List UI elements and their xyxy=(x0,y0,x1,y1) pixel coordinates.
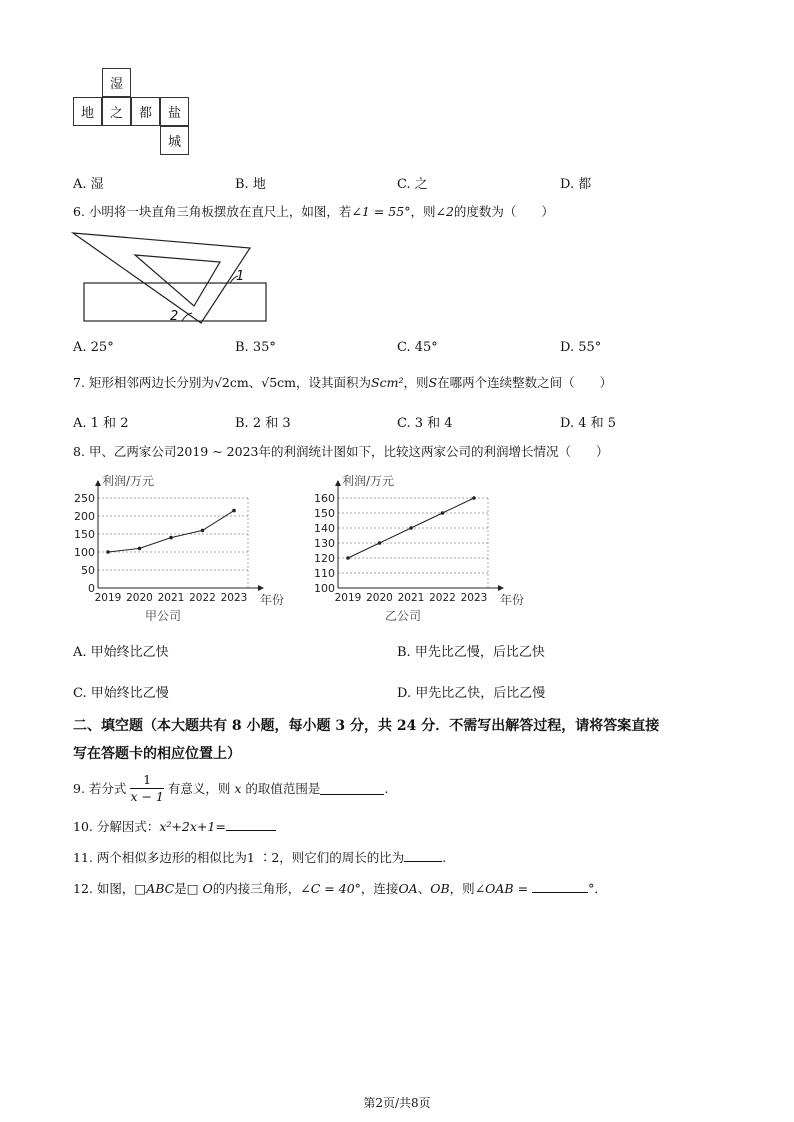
q9-stem-c: 的取值范围是 xyxy=(245,780,321,796)
q8-stem xyxy=(73,444,609,460)
q9-fraction xyxy=(130,772,163,805)
q11-stem-a: 两个相似多边形的相似比为 xyxy=(96,850,247,865)
q5-option-d[interactable]: D. 都 xyxy=(560,177,592,192)
q6-option-c[interactable]: C. 45° xyxy=(397,340,438,355)
q12-stem-e: ，则 xyxy=(449,881,475,896)
q5-option-a[interactable]: A. 湿 xyxy=(73,177,104,192)
q8-option-d[interactable]: D. 甲先比乙快，后比乙慢 xyxy=(397,686,546,701)
x-axis-arrow xyxy=(258,585,264,591)
q6-stem xyxy=(73,204,554,220)
q8-option-c[interactable]: C. 甲始终比乙慢 xyxy=(73,686,169,701)
q7-area: Scm² xyxy=(371,375,404,390)
net-cell-2: 之 xyxy=(102,97,131,126)
x-tick-label-2022: 2022 xyxy=(189,592,216,604)
data-point-2022 xyxy=(201,529,205,533)
y-tick-label-50: 50 xyxy=(81,564,95,577)
data-point-2023 xyxy=(472,496,476,500)
q12-answer-blank[interactable] xyxy=(532,880,588,893)
q6-option-d[interactable]: D. 55° xyxy=(560,340,602,355)
q11-number: 11. xyxy=(73,850,93,865)
data-point-2019 xyxy=(346,556,350,560)
q6-number: 6. xyxy=(73,204,85,219)
y-tick-label-140: 140 xyxy=(314,522,335,535)
y-tick-label-150: 150 xyxy=(314,507,335,520)
y-axis-arrow xyxy=(335,480,341,486)
q8-number: 8. xyxy=(73,444,85,459)
x-axis-title: 年份 xyxy=(260,593,285,607)
x-tick-label-2023: 2023 xyxy=(220,592,248,604)
data-point-2021 xyxy=(169,536,173,540)
q9-number: 9. xyxy=(73,780,85,796)
data-point-2020 xyxy=(138,547,142,551)
q9-numerator: 1 xyxy=(130,772,163,789)
q10-expr: x²+2x+1= xyxy=(159,819,226,834)
q12-angle-oab: ∠OAB = xyxy=(474,881,529,896)
q7-option-d[interactable]: D. 4 和 5 xyxy=(560,416,617,431)
q7-option-b[interactable]: B. 2 和 3 xyxy=(235,416,291,431)
q6-stem-b: ，则 xyxy=(410,204,436,219)
q10-answer-blank[interactable] xyxy=(226,818,276,831)
q9-stem xyxy=(73,772,388,805)
q5-option-b[interactable]: B. 地 xyxy=(235,177,266,192)
x-tick-label-2021: 2021 xyxy=(397,592,425,604)
q12-ob: OB xyxy=(430,881,450,896)
q12-stem-c: 的内接三角形， xyxy=(212,881,301,896)
angle2-arc xyxy=(182,313,192,321)
net-cell-4: 盐 xyxy=(160,97,189,126)
q12-sep: 、 xyxy=(417,881,431,896)
x-tick-label-2019: 2019 xyxy=(334,592,362,604)
q7-stem-a: 矩形相邻两边长分别为 xyxy=(88,375,214,390)
x-axis-title: 年份 xyxy=(500,593,525,607)
angle2-label: 2 xyxy=(170,309,179,324)
q9-x: x xyxy=(234,780,242,796)
q12-end: °． xyxy=(588,881,607,896)
q10-number: 10. xyxy=(73,819,93,834)
page-footer: 第2页/共8页 xyxy=(363,1096,431,1110)
y-tick-label-0: 0 xyxy=(88,582,95,595)
q6-stem-c: 的度数为（ ） xyxy=(453,204,554,219)
x-axis-arrow xyxy=(498,585,504,591)
data-point-2019 xyxy=(106,550,110,554)
data-point-2021 xyxy=(409,526,413,530)
y-tick-label-100: 100 xyxy=(314,582,335,595)
net-cell-bottom: 城 xyxy=(160,126,189,155)
y-tick-label-200: 200 xyxy=(74,510,95,523)
section2-heading-line2: 写在答题卡的相应位置上） xyxy=(73,746,241,762)
q6-angle2: ∠2 xyxy=(435,204,454,219)
q10-stem-a: 分解因式： xyxy=(96,819,160,834)
y-tick-label-160: 160 xyxy=(314,492,335,505)
q12-stem-d: ，连接 xyxy=(360,881,399,896)
q7-option-a[interactable]: A. 1 和 2 xyxy=(73,416,129,431)
q7-stem-b: ，设其面积为 xyxy=(296,375,372,390)
y-tick-label-110: 110 xyxy=(314,567,335,580)
q7-s: S xyxy=(428,375,438,390)
x-tick-label-2019: 2019 xyxy=(94,592,122,604)
q8-stem-a: 甲、乙两家公司 xyxy=(88,444,177,459)
x-tick-label-2020: 2020 xyxy=(366,592,393,604)
x-tick-label-2021: 2021 xyxy=(157,592,185,604)
q6-option-a[interactable]: A. 25° xyxy=(73,340,114,355)
x-tick-label-2022: 2022 xyxy=(429,592,456,604)
angle1-label: 1 xyxy=(236,269,245,284)
q7-option-c[interactable]: C. 3 和 4 xyxy=(397,416,453,431)
y-tick-label-100: 100 xyxy=(74,546,95,559)
q12-stem-b: 是 xyxy=(174,881,187,896)
q10-stem xyxy=(73,818,276,835)
q7-stem xyxy=(73,375,612,391)
y-tick-label-130: 130 xyxy=(314,537,335,550)
q12-circle: □ O xyxy=(186,881,213,896)
q11-stem-b: ，则它们的周长的比为 xyxy=(279,850,405,865)
q11-answer-blank[interactable] xyxy=(404,849,442,862)
triangle-inner xyxy=(135,255,220,306)
chart-caption: 乙公司 xyxy=(384,609,422,623)
q7-side2: √5cm xyxy=(261,375,297,390)
y-axis-title: 利润/万元 xyxy=(342,474,395,488)
net-cell-1: 地 xyxy=(73,97,102,126)
q7-stem-d: 在哪两个连续整数之间（ ） xyxy=(437,375,613,390)
q7-stem-c: ，则 xyxy=(403,375,429,390)
q7-number: 7. xyxy=(73,375,85,390)
triangle-ruler-figure xyxy=(70,228,280,328)
y-tick-label-150: 150 xyxy=(74,528,95,541)
data-point-2023 xyxy=(232,509,236,513)
data-point-2022 xyxy=(441,511,445,515)
q12-oa: OA xyxy=(398,881,418,896)
q7-side1: √2cm xyxy=(213,375,249,390)
q9-denominator: x − 1 xyxy=(130,789,164,804)
q8-option-b[interactable]: B. 甲先比乙慢，后比乙快 xyxy=(397,645,545,660)
q9-stem-a: 若分式 xyxy=(88,780,127,796)
net-cell-3: 都 xyxy=(131,97,160,126)
q6-angle1: ∠1 = 55° xyxy=(351,204,411,219)
q6-stem-a: 小明将一块直角三角板摆放在直尺上，如图，若 xyxy=(88,204,352,219)
y-tick-label-120: 120 xyxy=(314,552,335,565)
y-axis-title: 利润/万元 xyxy=(102,474,155,488)
chart-company-jia xyxy=(60,470,290,630)
q9-answer-blank[interactable] xyxy=(320,782,384,795)
data-point-2020 xyxy=(378,541,382,545)
q6-option-b[interactable]: B. 35° xyxy=(235,340,276,355)
q12-stem xyxy=(73,880,607,897)
q9-stem-b: 有意义，则 xyxy=(167,780,231,796)
q8-option-a[interactable]: A. 甲始终比乙快 xyxy=(73,645,169,660)
y-tick-label-250: 250 xyxy=(74,492,95,505)
q12-angle-c: ∠C = 40° xyxy=(300,881,361,896)
q11-stem xyxy=(73,849,446,866)
q8-stem-b: 年的利润统计图如下，比较这两家公司的利润增长情况（ ） xyxy=(258,444,609,459)
series-line xyxy=(108,511,234,552)
section2-heading-line1: 二、填空题（本大题共有 8 小题，每小题 3 分，共 24 分．不需写出解答过程，请将答案直接 xyxy=(73,718,660,734)
q12-triangle: □ABC xyxy=(134,881,175,896)
q8-years: 2019 ~ 2023 xyxy=(176,444,259,459)
y-axis-arrow xyxy=(95,480,101,486)
q7-sep: 、 xyxy=(248,375,262,390)
q12-number: 12. xyxy=(73,881,93,896)
chart-caption: 甲公司 xyxy=(144,609,182,623)
q11-end: . xyxy=(442,850,447,865)
q9-end: . xyxy=(384,780,389,796)
x-tick-label-2020: 2020 xyxy=(126,592,153,604)
net-cell-top: 湿 xyxy=(102,68,131,97)
q11-ratio: 1 ∶2 xyxy=(246,850,280,865)
q12-stem-a: 如图， xyxy=(96,881,135,896)
x-tick-label-2023: 2023 xyxy=(460,592,488,604)
chart-company-yi xyxy=(300,470,530,630)
q5-option-c[interactable]: C. 之 xyxy=(397,177,428,192)
